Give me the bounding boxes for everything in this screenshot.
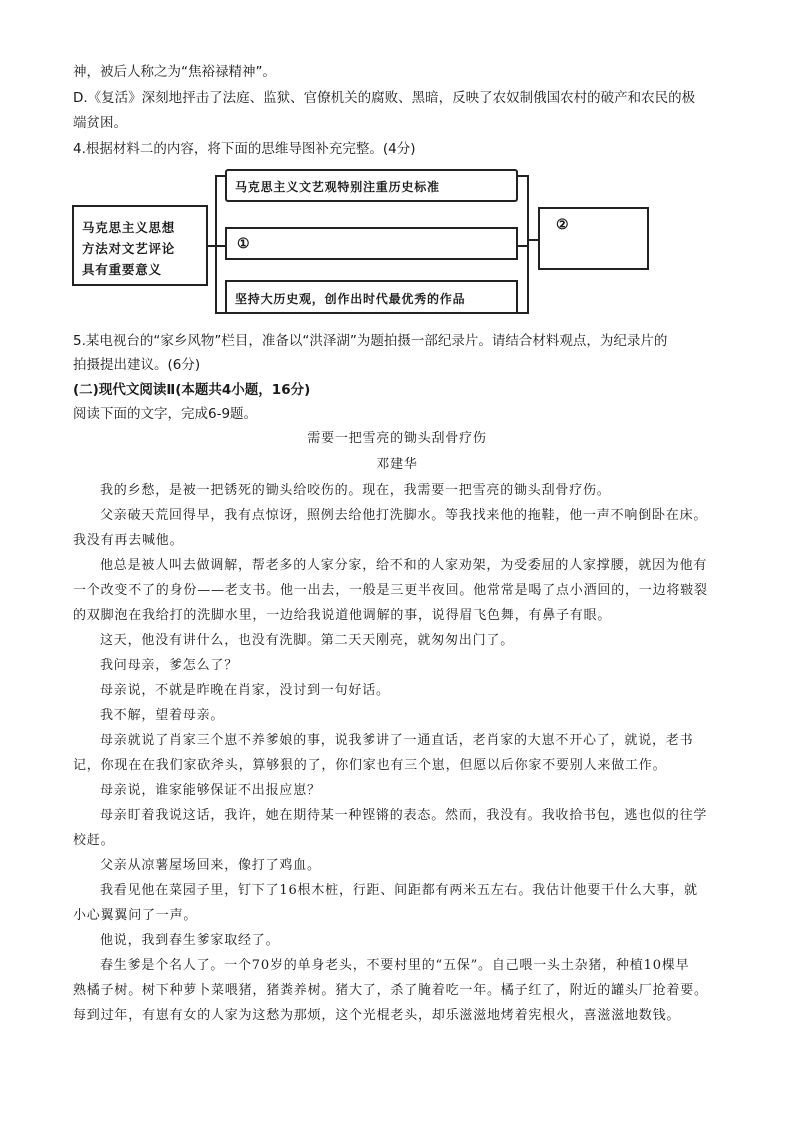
root-line: 方法对文艺评论 — [82, 241, 176, 256]
story-line: 我看见他在菜园子里，钉下了16根木桩，行距、间距都有两米五左右。我估计他要干什么大事，就 — [100, 883, 698, 898]
story-line: 这天，他没有讲什么，也没有洗脚。第二天天刚亮，就匆匆出门了。 — [100, 633, 515, 648]
text-line: 端贫困。 — [73, 115, 127, 131]
story-line: 小心翼翼问了一声。 — [73, 908, 198, 923]
story-line: 我没有再去喊他。 — [73, 533, 184, 548]
story-line: 每到过年，有崽有女的人家为这愁为那烦，这个光棍老头，却乐滋滋地烤着宪根火，喜滋滋地数钱。 — [73, 1008, 681, 1023]
story-line: 母亲盯着我说这话，我许，她在期待某一种铿锵的表态。然而，我没有。我收拾书包，逃也似的往学 — [100, 808, 708, 823]
text-line: D.《复活》深刻地抨击了法庭、监狱、官僚机关的腐败、黑暗，反映了农奴制俄国农村的破产和农民的极 — [73, 90, 696, 106]
story-line: 一个改变不了的身份——老支书。他一出去，一般是三更半夜回。他常常是喝了点小酒回的，一边将皲裂 — [73, 583, 708, 598]
story-line: 父亲从凉薯屋场回来，像打了鸡血。 — [100, 858, 321, 873]
story-author: 邓建华 — [376, 457, 418, 472]
story-line: 记，你现在在我们家砍斧头，算够狠的了，你们家也有三个崽，但愿以后你家不要别人来做工作。 — [73, 758, 667, 773]
story-line: 母亲说，不就是昨晚在肖家，没讨到一句好话。 — [100, 683, 390, 698]
root-line: 马克思主义思想 — [82, 220, 176, 235]
story-line: 他说，我到春生爹家取经了。 — [100, 933, 280, 948]
story-line: 春生爹是个名人了。一个70岁的单身老头，不要村里的“五保”。自己喂一头土杂猪，种植10棵早 — [100, 958, 690, 973]
branch-label: 坚持大历史观，创作出时代最优秀的作品 — [235, 292, 466, 306]
story-line: 熟橘子树。树下种萝卜菜喂猪，猪粪养树。猪大了，杀了腌着吃一年。橘子红了，附近的罐头厂抢着要。 — [73, 983, 708, 998]
question-5: 拍摄提出建议。(6分) — [73, 357, 201, 373]
branch-label: 马克思主义文艺观特别注重历史标准 — [235, 180, 440, 194]
story-title: 需要一把雪亮的锄头刮骨疗伤 — [307, 431, 487, 446]
mind-map-root — [72, 205, 208, 286]
branch-box-2 — [225, 227, 518, 260]
branch-box-1 — [225, 169, 518, 202]
answer-box — [538, 207, 649, 270]
story-line: 我问母亲，爹怎么了？ — [100, 658, 239, 673]
blank-marker-1: ① — [237, 236, 251, 252]
instruction-text: 阅读下面的文字，完成6-9题。 — [73, 406, 258, 422]
story-line: 校赶。 — [73, 833, 115, 848]
question-4: 4.根据材料二的内容，将下面的思维导图补充完整。(4分) — [73, 141, 416, 157]
story-line: 我不解，望着母亲。 — [100, 708, 225, 723]
story-line: 他总是被人叫去做调解，帮老多的人家分家，给不和的人家劝架，为受委屈的人家撑腰，就因为他有 — [100, 558, 708, 573]
story-line: 我的乡愁，是被一把锈死的锄头给咬伤的。现在，我需要一把雪亮的锄头刮骨疗伤。 — [100, 483, 611, 498]
story-line: 母亲就说了肖家三个崽不养爹娘的事，说我爹讲了一通直话，老肖家的大崽不开心了，就说，老书 — [100, 733, 694, 748]
blank-marker-2: ② — [556, 217, 570, 233]
story-line: 父亲破天荒回得早，我有点惊讶，照例去给他打洗脚水。等我找来他的拖鞋，他一声不响倒卧在床。 — [100, 508, 708, 523]
text-line: 神，被后人称之为“焦裕禄精神”。 — [73, 64, 276, 80]
section-heading: (二)现代文阅读Ⅱ(本题共4小题，16分) — [73, 382, 311, 398]
story-line: 母亲说，谁家能够保证不出报应崽？ — [100, 783, 321, 798]
root-line: 具有重要意义 — [82, 262, 162, 277]
story-line: 的双脚泡在我给打的洗脚水里，一边给我说道他调解的事，说得眉飞色舞，有鼻子有眼。 — [73, 608, 612, 623]
question-5: 5.某电视台的“家乡风物”栏目，准备以“洪泽湖”为题拍摄一部纪录片。请结合材料观点，为纪录片的 — [73, 333, 668, 349]
branch-box-3 — [225, 280, 518, 314]
